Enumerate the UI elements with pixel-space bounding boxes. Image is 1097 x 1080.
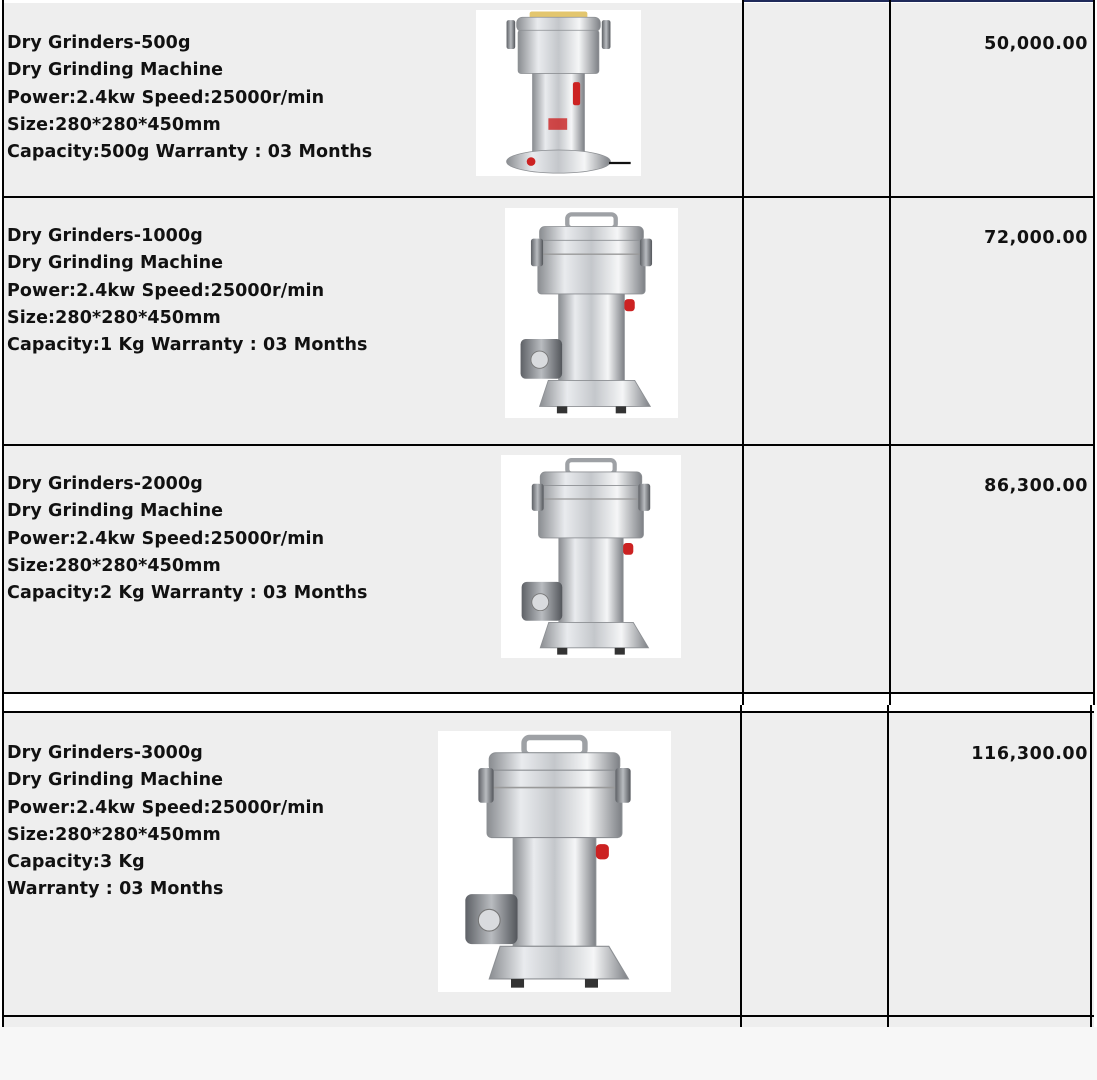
column-divider xyxy=(742,0,744,705)
product-size: Size:280*280*450mm xyxy=(7,555,221,576)
column-divider xyxy=(887,705,889,1027)
product-description-3000g xyxy=(7,740,324,904)
product-size: Size:280*280*450mm xyxy=(7,307,221,328)
product-type: Dry Grinding Machine xyxy=(7,253,224,274)
product-name: Dry Grinders-2000g xyxy=(7,474,203,494)
price-2000g: 86,300.00 xyxy=(984,476,1088,496)
product-type: Dry Grinding Machine xyxy=(7,770,224,791)
product-capacity-warranty: Capacity:500g Warranty : 03 Months xyxy=(7,142,373,163)
product-name: Dry Grinders-1000g xyxy=(7,226,203,246)
product-description-500g xyxy=(7,30,372,166)
product-size: Size:280*280*450mm xyxy=(7,824,221,845)
price-1000g: 72,000.00 xyxy=(984,228,1088,248)
product-row-partial xyxy=(2,1017,1094,1027)
column-divider xyxy=(889,0,891,705)
product-power-speed: Power:2.4kw Speed:25000r/min xyxy=(7,797,325,818)
price-3000g: 116,300.00 xyxy=(971,744,1088,764)
column-divider xyxy=(1093,0,1095,705)
product-name: Dry Grinders-3000g xyxy=(7,743,203,763)
product-capacity-warranty: Capacity:1 Kg Warranty : 03 Months xyxy=(7,335,368,356)
product-warranty: Warranty : 03 Months xyxy=(7,879,224,900)
product-power-speed: Power:2.4kw Speed:25000r/min xyxy=(7,528,325,549)
product-description-2000g xyxy=(7,471,368,607)
product-description-1000g xyxy=(7,223,368,359)
product-capacity-warranty: Capacity:2 Kg Warranty : 03 Months xyxy=(7,583,368,604)
row-divider xyxy=(2,711,1094,713)
dry-grinder-3000g-photo xyxy=(438,731,671,992)
product-type: Dry Grinding Machine xyxy=(7,60,224,81)
column-divider xyxy=(1090,705,1092,1027)
header-rule xyxy=(743,0,1093,2)
dry-grinder-2000g-photo xyxy=(501,455,681,658)
product-size: Size:280*280*450mm xyxy=(7,114,221,135)
product-name: Dry Grinders-500g xyxy=(7,33,191,53)
row-divider xyxy=(2,444,1094,446)
product-type: Dry Grinding Machine xyxy=(7,501,224,522)
column-divider xyxy=(740,705,742,1027)
row-divider xyxy=(2,692,1094,694)
price-500g: 50,000.00 xyxy=(984,34,1088,54)
product-capacity: Capacity:3 Kg xyxy=(7,852,145,873)
column-divider xyxy=(2,0,4,1027)
dry-grinder-1000g-photo xyxy=(505,208,678,418)
product-power-speed: Power:2.4kw Speed:25000r/min xyxy=(7,280,325,301)
product-power-speed: Power:2.4kw Speed:25000r/min xyxy=(7,87,325,108)
row-divider xyxy=(2,1015,1094,1017)
dry-grinder-500g-photo xyxy=(476,10,641,176)
page-bottom-blank xyxy=(0,1027,1097,1080)
row-divider xyxy=(2,196,1094,198)
